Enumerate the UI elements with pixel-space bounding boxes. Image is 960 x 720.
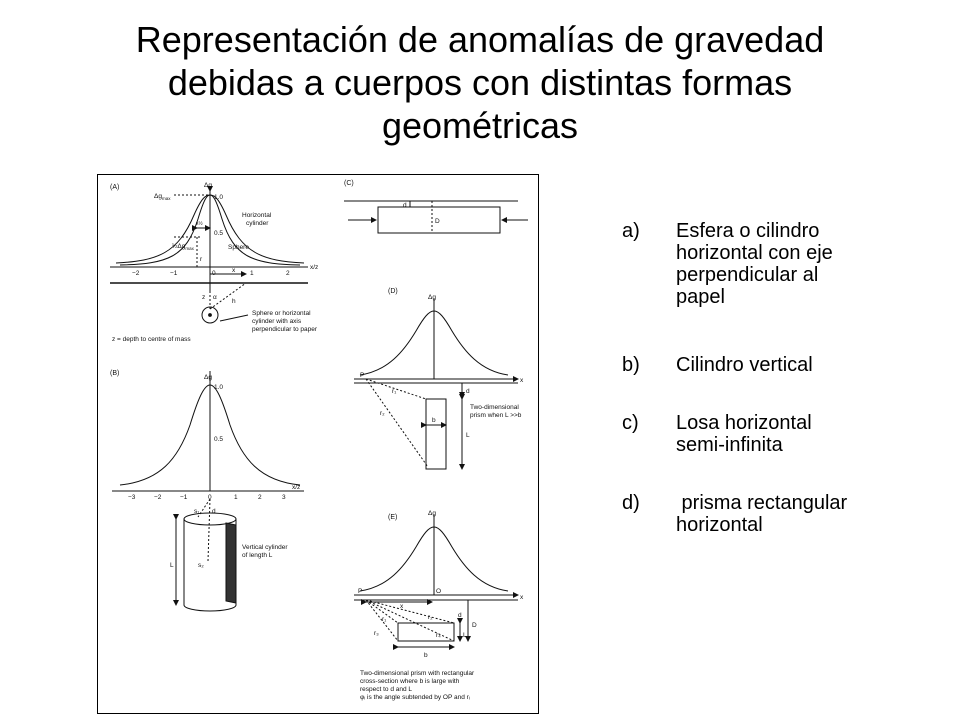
panel-b-xz-label: x/z	[292, 484, 301, 491]
panel-b-tick-05: 0.5	[214, 436, 224, 443]
list-item-text: prisma rectangular	[676, 492, 848, 514]
panel-b-xtick: −3	[128, 494, 136, 501]
list-item-text: Esfera o cilindro	[676, 220, 820, 242]
list-marker: a)	[622, 220, 640, 242]
list-item-text: Cilindro vertical	[676, 354, 813, 376]
panel-b-label: (B)	[110, 370, 120, 377]
panel-c-labels	[403, 202, 440, 225]
list-item-text: Losa horizontal	[676, 412, 812, 434]
panel-e-note: respect to d and L	[360, 686, 413, 693]
panel-a-cylinder-label: cylinder	[246, 220, 269, 227]
panel-d-r1-label: r₁	[392, 388, 397, 395]
panel-b-tick-10: 1.0	[214, 384, 224, 391]
panel-c-d-label: d	[403, 202, 407, 209]
list-item-text: horizontal	[676, 514, 763, 536]
panel-b	[110, 370, 304, 611]
panel-e-note: φᵢ is the angle subtended by OP and rᵢ	[360, 694, 470, 701]
panel-b-xtick: 0	[208, 494, 212, 501]
panel-b-cylinder-note: of length L	[242, 552, 273, 559]
gravity-anomaly-figure	[97, 174, 539, 714]
panel-a-h-label: h	[232, 298, 236, 305]
panel-a-depth-note: z = depth to centre of mass	[112, 336, 191, 343]
list-item-text: papel	[676, 286, 725, 308]
panel-a-z-label: z	[202, 294, 206, 301]
panel-d-prism-note: prism when L >>b	[470, 412, 522, 419]
panel-d-d-label: d	[466, 388, 470, 395]
panel-d-l-label: L	[466, 432, 470, 439]
panel-a-xtick: −2	[132, 270, 140, 277]
panel-d-r2-ray	[366, 379, 428, 467]
panel-a-x-half-label: x½	[196, 221, 203, 227]
list-item-text: perpendicular al	[676, 264, 819, 286]
list-item-text: horizontal con eje	[676, 242, 833, 264]
panel-a-half-label: $\frac{1}{2}\Delta g_{max}$	[172, 243, 194, 251]
panel-b-cylinder-shade	[226, 523, 236, 603]
panel-e-prism	[398, 623, 454, 641]
panel-a-dgmax-label: $\Delta g_{max}$	[154, 193, 171, 201]
panel-a-x-label: x	[232, 267, 236, 274]
list-item	[622, 220, 942, 308]
panel-e	[354, 514, 518, 647]
shape-list	[622, 220, 942, 536]
panel-e-label: (E)	[388, 514, 398, 521]
list-item	[622, 492, 942, 536]
panel-c-D-label: D	[435, 218, 440, 225]
panel-a-alpha-label: α	[213, 294, 217, 301]
panel-d-x-label: x	[520, 377, 524, 384]
panel-a-xz-label: x/z	[310, 264, 319, 271]
panel-a-xtick: −1	[170, 270, 178, 277]
title-line: debidas a cuerpos con distintas formas	[167, 62, 793, 103]
panel-a-sphere-centre	[209, 314, 212, 317]
panel-e-d-label: d	[458, 612, 462, 619]
panel-d-label: (D)	[388, 288, 398, 295]
panel-a-cylinder-label: Horizontal	[242, 212, 272, 219]
panel-a-tick-05: 0.5	[214, 230, 224, 237]
panel-b-dg-label: Δg	[204, 374, 212, 381]
panel-a-labels	[112, 182, 318, 343]
panel-e-p-label: P	[358, 588, 363, 595]
panel-d-prism	[426, 399, 446, 469]
panel-a-xtick: 0	[212, 270, 216, 277]
panel-e-note: cross-section where b is large with	[360, 678, 460, 685]
panel-b-xtick: −1	[180, 494, 188, 501]
panel-b-xtick: 1	[234, 494, 238, 501]
panel-d-prism-note: Two-dimensional	[470, 404, 519, 411]
panel-a	[110, 184, 308, 323]
panel-a-body-note: Sphere or horizontal	[252, 310, 311, 317]
panel-e-xaxis-label: x	[520, 594, 524, 601]
list-item	[622, 354, 942, 376]
panel-d-dg-label: Δg	[428, 294, 436, 301]
panel-e-r2-ray	[366, 600, 454, 623]
panel-e-x-label: x	[400, 603, 404, 610]
title-line: Representación de anomalías de gravedad	[135, 19, 825, 60]
panel-e-D-label: D	[472, 622, 477, 629]
panel-b-xtick: 3	[282, 494, 286, 501]
panel-b-d-label: d	[212, 508, 216, 515]
panel-e-note: Two-dimensional prism with rectangular	[360, 670, 475, 677]
panel-a-body-pointer	[220, 315, 248, 321]
panel-b-s1-ray	[198, 499, 210, 517]
panel-a-xtick: 2	[286, 270, 290, 277]
panel-e-r4-label: r₄	[436, 632, 441, 639]
list-marker: d)	[622, 492, 640, 514]
panel-b-s2-ray	[208, 499, 210, 561]
panel-b-s1-label: s₁	[194, 508, 200, 515]
panel-b-xtick: −2	[154, 494, 162, 501]
panel-e-dg-label: Δg	[428, 510, 436, 517]
list-item	[622, 412, 942, 456]
panel-d	[354, 288, 518, 469]
list-marker: b)	[622, 354, 640, 376]
panel-b-labels	[128, 374, 300, 569]
panel-e-labels	[358, 510, 524, 701]
panel-a-sphere-label: Sphere	[228, 244, 249, 251]
panel-a-dg-label: Δg	[204, 182, 212, 189]
panel-a-tick-10: 1.0	[214, 194, 224, 201]
panel-b-cylinder-base	[184, 605, 236, 611]
panel-c	[344, 180, 528, 233]
panel-d-b-label: b	[432, 417, 436, 424]
panel-e-b-label: b	[424, 652, 428, 659]
panel-a-body-note: cylinder with axis	[252, 318, 302, 325]
panel-b-s2-label: s₂	[198, 562, 204, 569]
panel-e-r2-label: r₂	[428, 614, 433, 621]
panel-b-cylinder-note: Vertical cylinder	[242, 544, 288, 551]
panel-b-xtick: 2	[258, 494, 262, 501]
panel-e-r3-label: r₃	[374, 630, 379, 637]
panel-a-label: (A)	[110, 184, 120, 191]
title-line: geométricas	[381, 105, 579, 146]
panel-e-o-label: O	[436, 588, 442, 595]
panel-a-r-label: r	[200, 256, 203, 263]
panel-a-xtick: 1	[250, 270, 254, 277]
panel-e-r1-label: r₁	[382, 616, 387, 623]
panel-e-L-label: L	[463, 632, 467, 639]
panel-b-l-label: L	[170, 562, 174, 569]
list-marker: c)	[622, 412, 639, 434]
panel-a-body-note: perpendicular to paper	[252, 326, 318, 333]
slide-title	[40, 18, 920, 147]
panel-d-r2-label: r₂	[380, 410, 385, 417]
list-item-text: semi-infinita	[676, 434, 783, 456]
panel-c-label: (C)	[344, 180, 354, 187]
panel-d-p-label: P	[360, 372, 365, 379]
figure-drawing	[98, 175, 538, 713]
